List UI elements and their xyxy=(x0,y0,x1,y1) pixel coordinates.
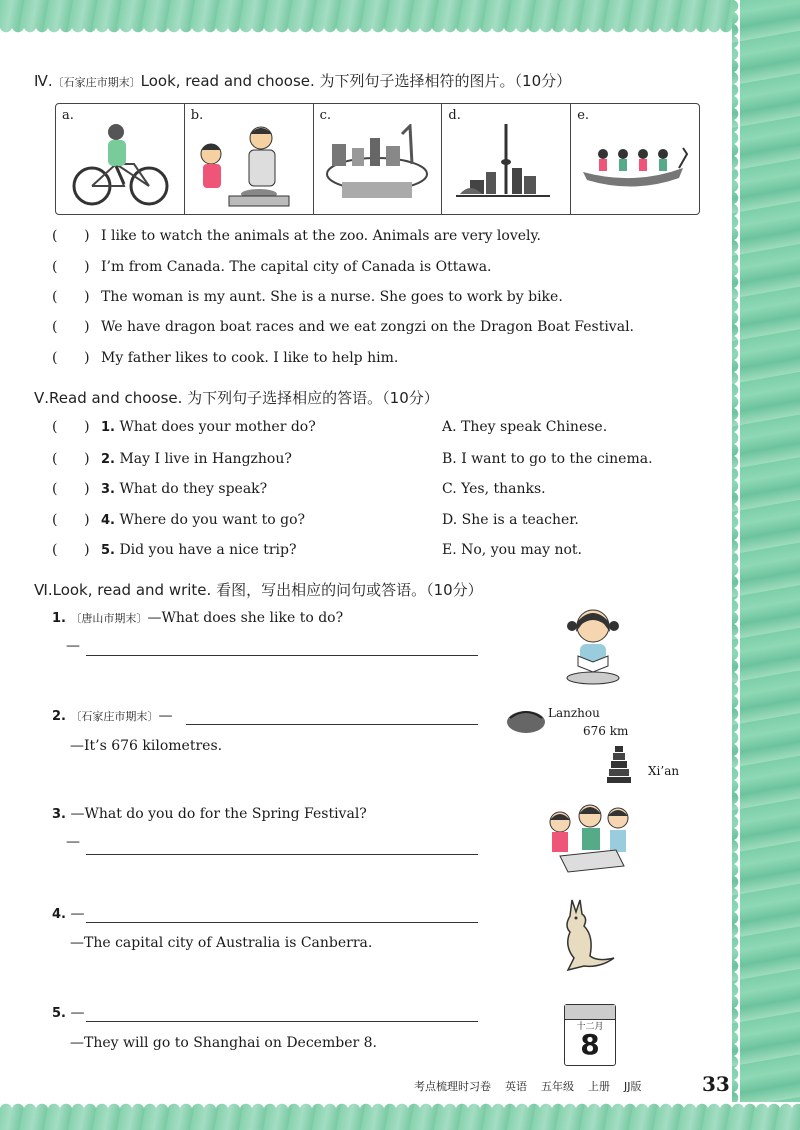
toronto-skyline-icon xyxy=(450,124,560,210)
map-city-xian: Xi’an xyxy=(648,764,680,778)
lanzhou-bridge-icon xyxy=(506,700,546,734)
write-item-2-answer: —It’s 676 kilometres. xyxy=(70,738,223,754)
calendar-icon xyxy=(564,1004,616,1066)
family-dumplings-icon xyxy=(540,802,636,876)
calendar-day: 8 xyxy=(580,1028,600,1061)
write-item-1-question: 1. 〔唐山市期末〕—What does she like to do? xyxy=(52,610,344,626)
picture-label-c: c. xyxy=(319,108,332,123)
footer-series: 考点梳理时习卷 xyxy=(414,1080,491,1093)
answer-line-5[interactable] xyxy=(86,1021,478,1022)
question-5: 5. Did you have a nice trip? xyxy=(101,542,297,558)
section-6-numeral: Ⅵ. xyxy=(34,581,53,599)
sentence-4: We have dragon boat races and we eat zongzi on the Dragon Boat Festival. xyxy=(101,319,634,335)
picture-d xyxy=(442,104,571,214)
decorative-border-bottom xyxy=(0,1102,800,1130)
footer-edition: JJ版 xyxy=(624,1080,642,1093)
map-distance: 676 km xyxy=(583,724,629,738)
footer-term: 上册 xyxy=(588,1080,610,1093)
option-d: D. She is a teacher. xyxy=(442,512,579,528)
write-item-1-dash: — xyxy=(66,638,80,654)
answer-blank[interactable]: ( ) xyxy=(52,542,90,558)
question-2: 2. May I live in Hangzhou? xyxy=(101,451,292,467)
question-1: 1. What does your mother do? xyxy=(101,419,316,435)
footer xyxy=(414,1078,656,1094)
write-item-5-answer: —They will go to Shanghai on December 8. xyxy=(70,1035,377,1051)
picture-c xyxy=(314,104,443,214)
section-4-numeral: Ⅳ. xyxy=(34,72,53,90)
answer-line-2[interactable] xyxy=(186,724,478,725)
answer-line-3[interactable] xyxy=(86,854,478,855)
answer-blank[interactable]: ( ) xyxy=(52,481,90,497)
option-c: C. Yes, thanks. xyxy=(442,481,546,497)
kangaroo-icon xyxy=(554,896,618,976)
section-6-title xyxy=(34,579,483,600)
picture-label-b: b. xyxy=(190,108,204,123)
answer-blank[interactable]: ( ) xyxy=(52,350,90,366)
woman-bicycle-icon xyxy=(64,124,174,210)
option-a: A. They speak Chinese. xyxy=(442,419,608,435)
picture-b xyxy=(185,104,314,214)
answer-blank[interactable]: ( ) xyxy=(52,289,90,305)
section-6-heading: Look, read and write. 看图，写出相应的问句或答语。（10分） xyxy=(52,581,483,599)
page-number: 33 xyxy=(702,1072,730,1096)
decorative-border-top xyxy=(0,0,800,34)
write-item-5-question: 5. — xyxy=(52,1005,85,1021)
zoo-animals-icon xyxy=(322,124,432,210)
answer-blank[interactable]: ( ) xyxy=(52,259,90,275)
write-item-4-question: 4. — xyxy=(52,906,85,922)
answer-line-4[interactable] xyxy=(86,922,478,923)
section-5-heading: Read and choose. 为下列句子选择相应的答语。（10分） xyxy=(49,389,439,407)
pagoda-icon xyxy=(606,744,632,784)
sentence-5: My father likes to cook. I like to help him. xyxy=(101,350,399,366)
option-e: E. No, you may not. xyxy=(442,542,583,558)
picture-options-box xyxy=(55,103,700,215)
picture-label-a: a. xyxy=(62,108,74,123)
dragon-boat-icon xyxy=(579,124,689,210)
answer-blank[interactable]: ( ) xyxy=(52,512,90,528)
picture-a xyxy=(56,104,185,214)
question-4: 4. Where do you want to go? xyxy=(101,512,306,528)
sentence-2: I’m from Canada. The capital city of Canada is Ottawa. xyxy=(101,259,492,275)
map-city-lanzhou: Lanzhou xyxy=(548,706,600,720)
girl-reading-icon xyxy=(560,604,626,686)
write-item-4-answer: —The capital city of Australia is Canberra. xyxy=(70,935,373,951)
answer-blank[interactable]: ( ) xyxy=(52,419,90,435)
answer-blank[interactable]: ( ) xyxy=(52,451,90,467)
sentence-1: I like to watch the animals at the zoo. Animals are very lovely. xyxy=(101,228,542,244)
answer-blank[interactable]: ( ) xyxy=(52,319,90,335)
footer-subject: 英语 xyxy=(505,1080,527,1093)
section-5-title xyxy=(34,387,439,408)
option-b: B. I want to go to the cinema. xyxy=(442,451,653,467)
picture-label-d: d. xyxy=(448,108,461,123)
section-4-source: 〔石家庄市期末〕 xyxy=(52,76,141,89)
section-4-title xyxy=(34,70,571,91)
sentence-3: The woman is my aunt. She is a nurse. She goes to work by bike. xyxy=(101,289,563,305)
picture-label-e: e. xyxy=(577,108,590,123)
answer-blank[interactable]: ( ) xyxy=(52,228,90,244)
question-3: 3. What do they speak? xyxy=(101,481,268,497)
write-item-3-dash: — xyxy=(66,834,80,850)
picture-e xyxy=(571,104,699,214)
write-item-3-question: 3. —What do you do for the Spring Festival? xyxy=(52,806,367,822)
answer-line-1[interactable] xyxy=(86,655,478,656)
section-4-heading: Look, read and choose. 为下列句子选择相符的图片。（10分） xyxy=(140,72,572,90)
footer-grade: 五年级 xyxy=(541,1080,574,1093)
section-5-numeral: Ⅴ. xyxy=(34,389,50,407)
write-item-2-question: 2. 〔石家庄市期末〕— xyxy=(52,708,173,724)
calendar-month: 十二月 xyxy=(576,1022,604,1032)
cooking-icon xyxy=(193,124,303,210)
decorative-border-right xyxy=(732,0,800,1130)
